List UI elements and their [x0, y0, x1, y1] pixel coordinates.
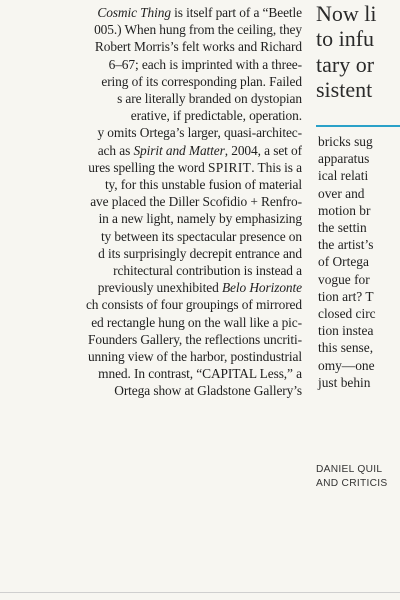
small-caps-word: SPIRIT	[207, 159, 252, 175]
pull-quote-line: Now li	[316, 1, 377, 26]
text-line: just behin	[318, 374, 371, 390]
text-line: ical relati	[318, 168, 369, 184]
pull-quote	[316, 0, 400, 103]
text-line: 6–67; each is imprinted with a three-	[108, 56, 302, 72]
text-line: motion br	[318, 202, 371, 218]
text-line: unning view of the harbor, postindustrial	[87, 349, 302, 365]
text-line: mned. In contrast, “CAPITAL Less,” a	[98, 366, 302, 382]
text-line: in a new light, namely by emphasizing	[98, 211, 302, 227]
text-line: the settin	[318, 220, 367, 236]
text-line: ty between its spectacular presence on	[100, 228, 302, 244]
byline-line: AND CRITICIS	[316, 477, 388, 489]
artwork-title: Cosmic Thing	[97, 5, 171, 20]
text-line: ed rectangle hung on the wall like a pic-	[91, 314, 302, 330]
text-line: ach as Spirit and Matter, 2004, a set of	[97, 142, 302, 158]
text-line: apparatus	[318, 151, 370, 167]
right-body-text	[318, 133, 400, 391]
text-line: omy—one	[318, 357, 375, 373]
text-line: tion art? T	[318, 288, 374, 304]
text-line: tion instea	[318, 323, 374, 339]
byline-line: DANIEL QUIL	[316, 464, 383, 475]
pull-quote-line: tary or	[316, 51, 375, 77]
left-text-column	[0, 4, 302, 600]
text-line: 005.) When hung from the ceiling, they	[94, 22, 302, 38]
text-line: ures spelling the word SPIRIT. This is a	[88, 159, 302, 175]
text-line: ering of its corresponding plan. Failed	[101, 73, 302, 89]
author-byline	[316, 463, 400, 490]
text-line: closed circ	[318, 306, 376, 322]
text-line: Robert Morris’s felt works and Richard	[94, 39, 302, 55]
text-line: Founders Gallery, the reflections uncriti-	[88, 331, 302, 347]
right-text-column	[316, 0, 400, 600]
artwork-title: Belo Horizonte	[221, 280, 302, 296]
text-line: of Ortega	[318, 254, 369, 270]
text-line: vogue for	[318, 271, 370, 287]
text-line: y omits Ortega’s larger, quasi-architec-	[97, 125, 302, 141]
text-line: ave placed the Diller Scofidio + Renfro-	[90, 194, 302, 210]
artwork-title: Spirit and Matter	[133, 142, 225, 158]
pull-quote-line: to infu	[316, 26, 375, 52]
text-line: ty, for this unstable fusion of material	[104, 177, 302, 193]
text-line: erative, if predictable, operation.	[130, 108, 302, 124]
text-line: d its surprisingly decrepit entrance and	[98, 245, 302, 261]
text-line: Ortega show at Gladstone Gallery’s	[114, 383, 302, 399]
text-line: s are literally branded on dystopian	[117, 91, 302, 107]
text-line: ch consists of four groupings of mirrored	[85, 297, 302, 313]
text-line: over and	[318, 185, 365, 201]
pull-quote-line: sistent	[316, 77, 373, 103]
text-line: rchitectural contribution is instead a	[113, 263, 302, 279]
text-line: previously unexhibited Belo Horizonte	[97, 280, 302, 296]
accent-rule	[316, 125, 400, 127]
text-line: this sense,	[318, 340, 374, 356]
page-bottom-divider	[0, 592, 400, 593]
text-line: Cosmic Thing is itself part of a “Beetle	[97, 5, 302, 20]
text-line: bricks sug	[318, 134, 373, 149]
text-line: the artist’s	[318, 237, 374, 253]
